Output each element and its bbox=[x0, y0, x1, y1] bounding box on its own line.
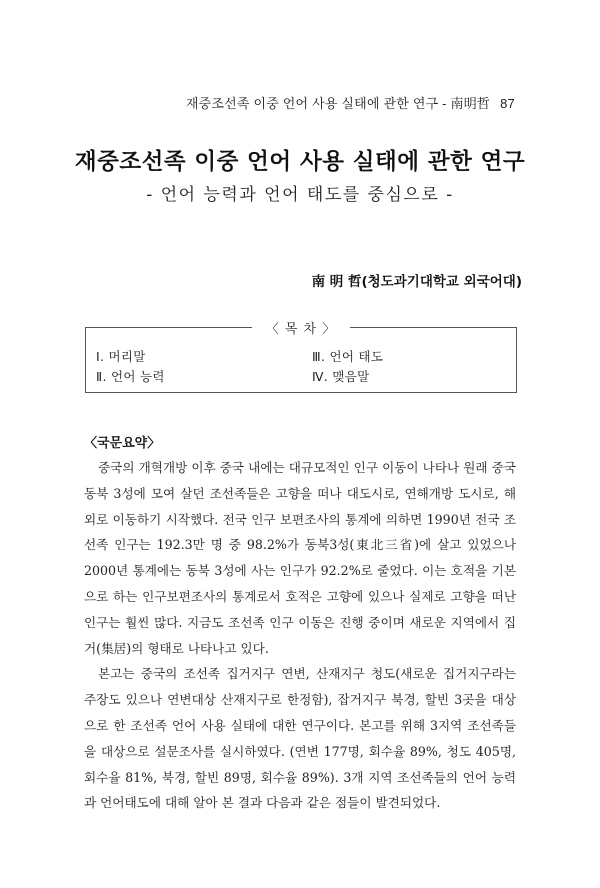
paper-subtitle: - 언어 능력과 언어 태도를 중심으로 - bbox=[146, 185, 454, 205]
table-of-contents bbox=[85, 322, 517, 393]
abstract-paragraph: 중국의 개혁개방 이후 중국 내에는 대규모적인 인구 이동이 나타나 원래 중국 동북 3성에 모여 살던 조선족들은 고향을 떠나 대도시로, 연해개방 도시로, 해외로 이동하기 시작했다. 전국 인구 보편조사의 통계에 의하면 1990년 전국 조선족 인구는 192.3만 명 중 98.2%가 동북3성(東北三省)에 살고 있었으나 2000년 통계에는 동북 3성에 사는 인구가 92.2%로 줄었다. 이는 호적을 기본으로 하는 인구보편조사의 통계로서 호적은 고향에 있으나 실제로 고향을 떠난 인구는 훨씬 많다. 지금도 조선족 인구 이동은 진행 중이며 새로운 지역에서 집거(集居)의 형태로 나타나고 있다. bbox=[84, 460, 516, 656]
page-number: 87 bbox=[500, 96, 515, 111]
toc-item-4: Ⅳ. 맺음말 bbox=[312, 369, 370, 384]
abstract-label: 〈국문요약〉 bbox=[84, 436, 161, 451]
author-line: 南 明 哲(청도과기대학교 외국어대) bbox=[311, 274, 522, 290]
toc-item-3: Ⅲ. 언어 태도 bbox=[312, 349, 384, 364]
paper-title: 재중조선족 이중 언어 사용 실태에 관한 연구 bbox=[74, 149, 526, 175]
toc-heading: 〈 목 차 〉 bbox=[265, 322, 337, 337]
toc-item-1: Ⅰ. 머리말 bbox=[96, 349, 146, 364]
abstract-paragraph: 본고는 중국의 조선족 집거지구 연변, 산재지구 청도(새로운 집거지구라는 주장도 있으나 연변대상 산재지구로 한정함), 잡거지구 북경, 할빈 3곳을 대상으로 한 조선족 언어 사용 실태에 대한 연구이다. 본고를 위해 3지역 조선족들을 대상으로 설문조사를 실시하였다. (연변 177명, 회수율 89%, 청도 405명, 회수율 81%, 북경, 할빈 89명, 회수율 89%). 3개 지역 조선족들의 언어 능력과 언어태도에 대해 알아 본 결과 다음과 같은 점들이 발견되었다. bbox=[84, 666, 516, 811]
abstract-body bbox=[84, 455, 516, 816]
toc-item-2: Ⅱ. 언어 능력 bbox=[96, 369, 165, 384]
running-head-text: 재중조선족 이중 언어 사용 실태에 관한 연구 - 南明哲 bbox=[185, 96, 491, 111]
running-head bbox=[186, 93, 515, 112]
